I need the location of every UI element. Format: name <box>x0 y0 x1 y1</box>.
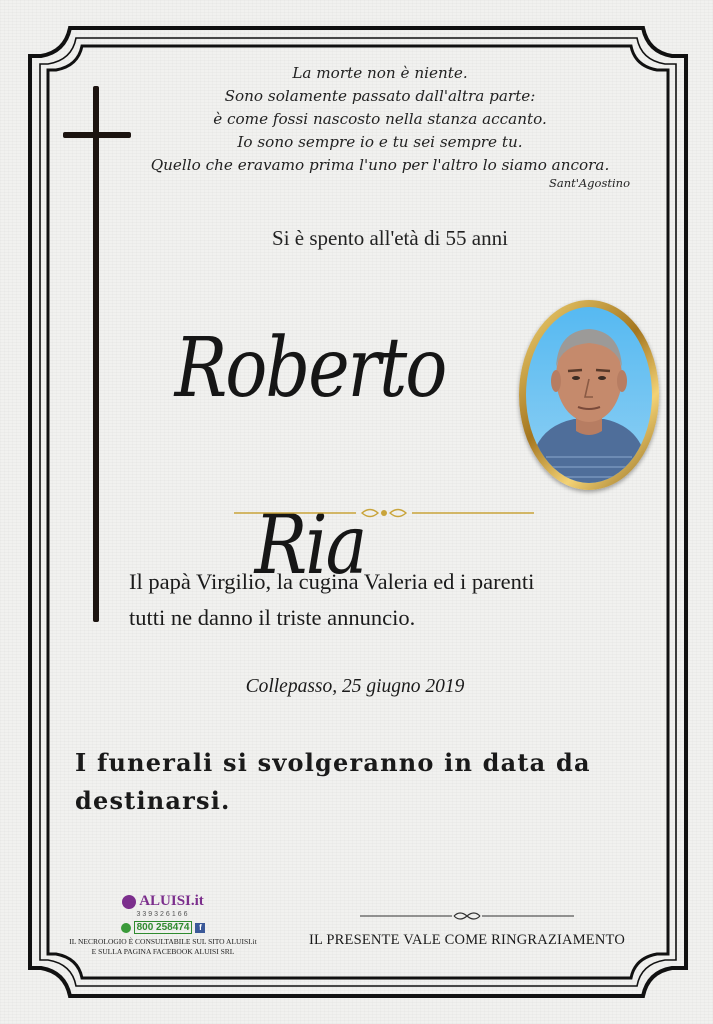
quote-author: Sant'Agostino <box>548 176 630 190</box>
thanks-ornament <box>360 910 574 922</box>
portrait-photo <box>526 307 652 483</box>
ornamental-divider <box>234 506 534 520</box>
quote-block <box>120 62 640 177</box>
portrait-illustration <box>526 307 652 483</box>
quote-line: Quello che eravamo prima l'uno per l'altro lo siamo ancora. <box>150 156 610 174</box>
deceased-name: Roberto Ria <box>174 319 446 593</box>
announcement-text <box>129 564 649 636</box>
cross-icon <box>93 86 99 622</box>
quote-line: Io sono sempre io e tu sei sempre tu. <box>237 133 523 151</box>
green-number: 800 258474 <box>134 921 193 934</box>
logo-note-line: IL NECROLOGIO È CONSULTABILE SUL SITO ALUISI.it <box>69 937 257 946</box>
logo-phone: 339326166 <box>136 911 190 918</box>
funeral-line: I funerali si svolgeranno in data da <box>75 748 591 777</box>
announcement-line: tutti ne danno il triste annuncio. <box>129 605 416 630</box>
place-date: Collepasso, 25 giugno 2019 <box>245 676 465 697</box>
phone-icon <box>121 923 131 933</box>
logo-row <box>60 893 266 910</box>
thanks-text: IL PRESENTE VALE COME RINGRAZIAMENTO <box>309 932 625 948</box>
funeral-line: destinarsi. <box>75 786 231 815</box>
aluisi-logo-icon <box>122 895 136 909</box>
logo-brand: ALUISI.it <box>139 893 204 909</box>
quote-line: è come fossi nascosto nella stanza accanto. <box>213 110 547 128</box>
funeral-notice <box>75 744 645 820</box>
age-text: Si è spento all'età di 55 anni <box>272 226 508 250</box>
logo-note-line: E SULLA PAGINA FACEBOOK ALUISI SRL <box>91 947 235 956</box>
green-number-row <box>60 921 266 934</box>
announcement-line: Il papà Virgilio, la cugina Valeria ed i parenti <box>129 569 535 594</box>
quote-line: La morte non è niente. <box>292 64 468 82</box>
aluisi-logo-block <box>60 893 266 957</box>
quote-line: Sono solamente passato dall'altra parte: <box>224 87 536 105</box>
facebook-icon: f <box>195 923 205 933</box>
